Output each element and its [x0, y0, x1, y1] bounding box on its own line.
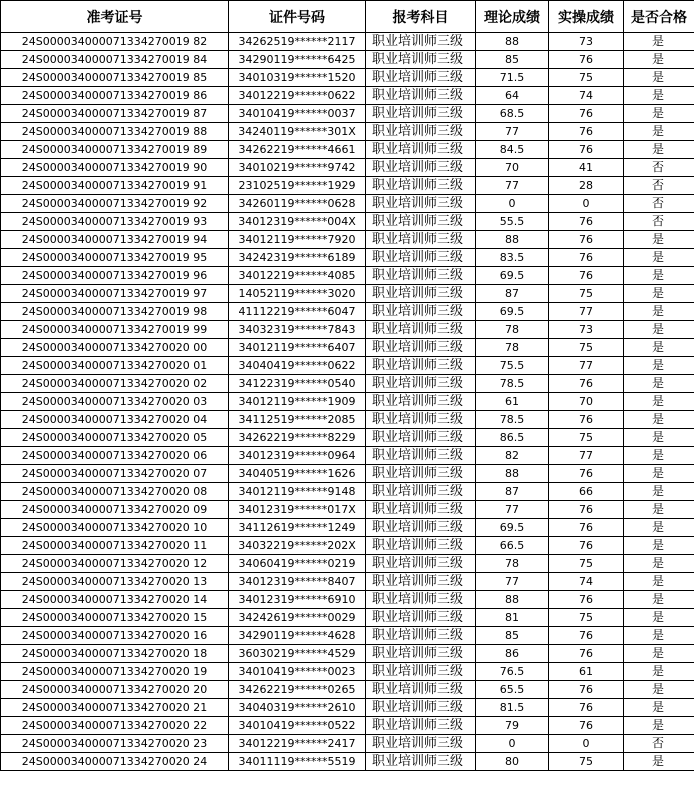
theory-score-cell: 79	[476, 717, 549, 735]
subject-cell: 职业培训师三级	[366, 393, 476, 411]
id-number-cell: 34032319******7843	[229, 321, 366, 339]
id-number-cell: 34112519******2085	[229, 411, 366, 429]
practical-score-cell: 76	[549, 699, 624, 717]
theory-score-cell: 76.5	[476, 663, 549, 681]
table-row	[1, 105, 694, 123]
passed-cell: 是	[624, 249, 694, 267]
table-row	[1, 573, 694, 591]
table-row	[1, 141, 694, 159]
subject-cell: 职业培训师三级	[366, 681, 476, 699]
practical-score-cell: 76	[549, 231, 624, 249]
theory-score-cell: 75.5	[476, 357, 549, 375]
table-row	[1, 51, 694, 69]
practical-score-cell: 76	[549, 213, 624, 231]
id-number-cell: 34262219******0265	[229, 681, 366, 699]
passed-cell: 是	[624, 699, 694, 717]
practical-score-cell: 73	[549, 321, 624, 339]
table-row	[1, 735, 694, 753]
practical-score-cell: 0	[549, 735, 624, 753]
theory-score-cell: 86	[476, 645, 549, 663]
passed-cell: 是	[624, 753, 694, 771]
table-row	[1, 429, 694, 447]
subject-cell: 职业培训师三级	[366, 33, 476, 51]
subject-cell: 职业培训师三级	[366, 177, 476, 195]
id-number-cell: 34032219******202X	[229, 537, 366, 555]
theory-score-cell: 77	[476, 501, 549, 519]
subject-cell: 职业培训师三级	[366, 591, 476, 609]
subject-cell: 职业培训师三级	[366, 753, 476, 771]
id-number-cell: 34012219******2417	[229, 735, 366, 753]
ticket-cell: 24S000034000071334270019 93	[1, 213, 229, 231]
id-number-cell: 34012119******6407	[229, 339, 366, 357]
id-number-cell: 23102519******1929	[229, 177, 366, 195]
theory-score-cell: 88	[476, 33, 549, 51]
subject-cell: 职业培训师三级	[366, 213, 476, 231]
ticket-cell: 24S000034000071334270019 92	[1, 195, 229, 213]
ticket-cell: 24S000034000071334270020 13	[1, 573, 229, 591]
ticket-cell: 24S000034000071334270020 16	[1, 627, 229, 645]
id-number-cell: 34011119******5519	[229, 753, 366, 771]
id-number-cell: 36030219******4529	[229, 645, 366, 663]
id-number-cell: 34012319******0964	[229, 447, 366, 465]
subject-cell: 职业培训师三级	[366, 69, 476, 87]
id-number-cell: 34112619******1249	[229, 519, 366, 537]
theory-score-cell: 61	[476, 393, 549, 411]
passed-cell: 是	[624, 627, 694, 645]
ticket-cell: 24S000034000071334270019 89	[1, 141, 229, 159]
ticket-cell: 24S000034000071334270020 11	[1, 537, 229, 555]
theory-score-cell: 77	[476, 177, 549, 195]
table-row	[1, 195, 694, 213]
table-row	[1, 663, 694, 681]
ticket-cell: 24S000034000071334270019 94	[1, 231, 229, 249]
ticket-cell: 24S000034000071334270020 18	[1, 645, 229, 663]
theory-score-cell: 55.5	[476, 213, 549, 231]
subject-cell: 职业培训师三级	[366, 663, 476, 681]
header-subject: 报考科目	[366, 1, 476, 33]
ticket-cell: 24S000034000071334270019 90	[1, 159, 229, 177]
passed-cell: 否	[624, 159, 694, 177]
passed-cell: 是	[624, 375, 694, 393]
passed-cell: 是	[624, 555, 694, 573]
theory-score-cell: 66.5	[476, 537, 549, 555]
header-row	[1, 1, 694, 33]
ticket-cell: 24S000034000071334270020 14	[1, 591, 229, 609]
theory-score-cell: 87	[476, 285, 549, 303]
table-row	[1, 465, 694, 483]
subject-cell: 职业培训师三级	[366, 411, 476, 429]
passed-cell: 是	[624, 69, 694, 87]
subject-cell: 职业培训师三级	[366, 627, 476, 645]
subject-cell: 职业培训师三级	[366, 573, 476, 591]
subject-cell: 职业培训师三级	[366, 141, 476, 159]
passed-cell: 是	[624, 483, 694, 501]
ticket-cell: 24S000034000071334270019 96	[1, 267, 229, 285]
ticket-cell: 24S000034000071334270019 99	[1, 321, 229, 339]
ticket-cell: 24S000034000071334270020 19	[1, 663, 229, 681]
practical-score-cell: 76	[549, 519, 624, 537]
practical-score-cell: 61	[549, 663, 624, 681]
id-number-cell: 34290119******4628	[229, 627, 366, 645]
theory-score-cell: 85	[476, 627, 549, 645]
ticket-cell: 24S000034000071334270020 03	[1, 393, 229, 411]
id-number-cell: 34012319******6910	[229, 591, 366, 609]
subject-cell: 职业培训师三级	[366, 555, 476, 573]
practical-score-cell: 75	[549, 429, 624, 447]
ticket-cell: 24S000034000071334270019 91	[1, 177, 229, 195]
table-row	[1, 537, 694, 555]
subject-cell: 职业培训师三级	[366, 105, 476, 123]
table-row	[1, 375, 694, 393]
practical-score-cell: 75	[549, 69, 624, 87]
subject-cell: 职业培训师三级	[366, 699, 476, 717]
ticket-cell: 24S000034000071334270019 87	[1, 105, 229, 123]
subject-cell: 职业培训师三级	[366, 195, 476, 213]
practical-score-cell: 76	[549, 717, 624, 735]
ticket-cell: 24S000034000071334270020 02	[1, 375, 229, 393]
id-number-cell: 34242619******0029	[229, 609, 366, 627]
subject-cell: 职业培训师三级	[366, 249, 476, 267]
subject-cell: 职业培训师三级	[366, 267, 476, 285]
ticket-cell: 24S000034000071334270019 82	[1, 33, 229, 51]
passed-cell: 否	[624, 177, 694, 195]
id-number-cell: 34240119******301X	[229, 123, 366, 141]
passed-cell: 是	[624, 33, 694, 51]
ticket-cell: 24S000034000071334270019 97	[1, 285, 229, 303]
ticket-cell: 24S000034000071334270020 12	[1, 555, 229, 573]
table-row	[1, 483, 694, 501]
ticket-cell: 24S000034000071334270020 01	[1, 357, 229, 375]
ticket-cell: 24S000034000071334270020 04	[1, 411, 229, 429]
table-row	[1, 609, 694, 627]
id-number-cell: 34012119******9148	[229, 483, 366, 501]
id-number-cell: 34010419******0522	[229, 717, 366, 735]
subject-cell: 职业培训师三级	[366, 375, 476, 393]
subject-cell: 职业培训师三级	[366, 123, 476, 141]
id-number-cell: 14052119******3020	[229, 285, 366, 303]
ticket-cell: 24S000034000071334270019 84	[1, 51, 229, 69]
practical-score-cell: 28	[549, 177, 624, 195]
passed-cell: 是	[624, 51, 694, 69]
id-number-cell: 34262219******8229	[229, 429, 366, 447]
table-row	[1, 591, 694, 609]
ticket-cell: 24S000034000071334270020 05	[1, 429, 229, 447]
theory-score-cell: 83.5	[476, 249, 549, 267]
practical-score-cell: 76	[549, 645, 624, 663]
id-number-cell: 34010419******0023	[229, 663, 366, 681]
table-row	[1, 645, 694, 663]
ticket-cell: 24S000034000071334270020 20	[1, 681, 229, 699]
practical-score-cell: 75	[549, 339, 624, 357]
header-practical-score: 实操成绩	[549, 1, 624, 33]
passed-cell: 是	[624, 357, 694, 375]
table-row	[1, 753, 694, 771]
subject-cell: 职业培训师三级	[366, 303, 476, 321]
header-theory-score: 理论成绩	[476, 1, 549, 33]
subject-cell: 职业培训师三级	[366, 159, 476, 177]
passed-cell: 是	[624, 429, 694, 447]
passed-cell: 是	[624, 573, 694, 591]
ticket-cell: 24S000034000071334270020 00	[1, 339, 229, 357]
id-number-cell: 34012319******004X	[229, 213, 366, 231]
passed-cell: 是	[624, 321, 694, 339]
theory-score-cell: 77	[476, 123, 549, 141]
practical-score-cell: 75	[549, 285, 624, 303]
id-number-cell: 34242319******6189	[229, 249, 366, 267]
ticket-cell: 24S000034000071334270020 24	[1, 753, 229, 771]
practical-score-cell: 74	[549, 87, 624, 105]
passed-cell: 是	[624, 663, 694, 681]
subject-cell: 职业培训师三级	[366, 501, 476, 519]
theory-score-cell: 0	[476, 195, 549, 213]
subject-cell: 职业培训师三级	[366, 87, 476, 105]
passed-cell: 是	[624, 303, 694, 321]
ticket-cell: 24S000034000071334270020 22	[1, 717, 229, 735]
theory-score-cell: 77	[476, 573, 549, 591]
practical-score-cell: 77	[549, 447, 624, 465]
table-row	[1, 285, 694, 303]
passed-cell: 是	[624, 267, 694, 285]
subject-cell: 职业培训师三级	[366, 51, 476, 69]
table-row	[1, 681, 694, 699]
practical-score-cell: 75	[549, 555, 624, 573]
passed-cell: 否	[624, 213, 694, 231]
practical-score-cell: 75	[549, 609, 624, 627]
practical-score-cell: 0	[549, 195, 624, 213]
ticket-cell: 24S000034000071334270019 98	[1, 303, 229, 321]
theory-score-cell: 78	[476, 555, 549, 573]
theory-score-cell: 87	[476, 483, 549, 501]
practical-score-cell: 76	[549, 591, 624, 609]
ticket-cell: 24S000034000071334270020 08	[1, 483, 229, 501]
passed-cell: 是	[624, 609, 694, 627]
passed-cell: 是	[624, 501, 694, 519]
table-body	[1, 33, 694, 771]
practical-score-cell: 76	[549, 51, 624, 69]
id-number-cell: 34262219******4661	[229, 141, 366, 159]
theory-score-cell: 80	[476, 753, 549, 771]
id-number-cell: 34012319******017X	[229, 501, 366, 519]
passed-cell: 是	[624, 645, 694, 663]
ticket-cell: 24S000034000071334270019 95	[1, 249, 229, 267]
theory-score-cell: 69.5	[476, 303, 549, 321]
subject-cell: 职业培训师三级	[366, 447, 476, 465]
theory-score-cell: 84.5	[476, 141, 549, 159]
subject-cell: 职业培训师三级	[366, 357, 476, 375]
ticket-cell: 24S000034000071334270020 06	[1, 447, 229, 465]
theory-score-cell: 82	[476, 447, 549, 465]
subject-cell: 职业培训师三级	[366, 717, 476, 735]
table-row	[1, 555, 694, 573]
table-row	[1, 267, 694, 285]
table-row	[1, 87, 694, 105]
theory-score-cell: 65.5	[476, 681, 549, 699]
subject-cell: 职业培训师三级	[366, 429, 476, 447]
passed-cell: 是	[624, 105, 694, 123]
practical-score-cell: 76	[549, 105, 624, 123]
passed-cell: 是	[624, 591, 694, 609]
id-number-cell: 34122319******0540	[229, 375, 366, 393]
subject-cell: 职业培训师三级	[366, 609, 476, 627]
theory-score-cell: 85	[476, 51, 549, 69]
id-number-cell: 34040419******0622	[229, 357, 366, 375]
theory-score-cell: 88	[476, 591, 549, 609]
practical-score-cell: 76	[549, 375, 624, 393]
theory-score-cell: 78.5	[476, 375, 549, 393]
ticket-cell: 24S000034000071334270020 21	[1, 699, 229, 717]
practical-score-cell: 76	[549, 465, 624, 483]
table-row	[1, 393, 694, 411]
subject-cell: 职业培训师三级	[366, 321, 476, 339]
theory-score-cell: 0	[476, 735, 549, 753]
table-row	[1, 123, 694, 141]
id-number-cell: 34010319******1520	[229, 69, 366, 87]
ticket-cell: 24S000034000071334270019 88	[1, 123, 229, 141]
table-row	[1, 159, 694, 177]
practical-score-cell: 76	[549, 267, 624, 285]
table-row	[1, 501, 694, 519]
passed-cell: 是	[624, 231, 694, 249]
theory-score-cell: 88	[476, 465, 549, 483]
header-id-number: 证件号码	[229, 1, 366, 33]
table-row	[1, 213, 694, 231]
practical-score-cell: 70	[549, 393, 624, 411]
practical-score-cell: 75	[549, 753, 624, 771]
theory-score-cell: 69.5	[476, 519, 549, 537]
id-number-cell: 34012219******0622	[229, 87, 366, 105]
subject-cell: 职业培训师三级	[366, 735, 476, 753]
practical-score-cell: 76	[549, 249, 624, 267]
table-row	[1, 699, 694, 717]
id-number-cell: 34012119******1909	[229, 393, 366, 411]
theory-score-cell: 78	[476, 321, 549, 339]
table-row	[1, 69, 694, 87]
practical-score-cell: 74	[549, 573, 624, 591]
passed-cell: 是	[624, 717, 694, 735]
header-ticket: 准考证号	[1, 1, 229, 33]
table-row	[1, 357, 694, 375]
id-number-cell: 41112219******6047	[229, 303, 366, 321]
practical-score-cell: 76	[549, 537, 624, 555]
ticket-cell: 24S000034000071334270020 23	[1, 735, 229, 753]
subject-cell: 职业培训师三级	[366, 339, 476, 357]
id-number-cell: 34012319******8407	[229, 573, 366, 591]
id-number-cell: 34290119******6425	[229, 51, 366, 69]
passed-cell: 是	[624, 519, 694, 537]
ticket-cell: 24S000034000071334270020 09	[1, 501, 229, 519]
theory-score-cell: 68.5	[476, 105, 549, 123]
passed-cell: 是	[624, 339, 694, 357]
id-number-cell: 34010419******0037	[229, 105, 366, 123]
ticket-cell: 24S000034000071334270020 15	[1, 609, 229, 627]
ticket-cell: 24S000034000071334270019 86	[1, 87, 229, 105]
table-row	[1, 339, 694, 357]
ticket-cell: 24S000034000071334270020 10	[1, 519, 229, 537]
id-number-cell: 34012219******4085	[229, 267, 366, 285]
practical-score-cell: 77	[549, 357, 624, 375]
id-number-cell: 34262519******2117	[229, 33, 366, 51]
table-row	[1, 249, 694, 267]
table-row	[1, 303, 694, 321]
id-number-cell: 34040319******2610	[229, 699, 366, 717]
id-number-cell: 34260119******0628	[229, 195, 366, 213]
header-passed: 是否合格	[624, 1, 694, 33]
theory-score-cell: 70	[476, 159, 549, 177]
ticket-cell: 24S000034000071334270020 07	[1, 465, 229, 483]
theory-score-cell: 78.5	[476, 411, 549, 429]
practical-score-cell: 41	[549, 159, 624, 177]
table-row	[1, 33, 694, 51]
table-row	[1, 411, 694, 429]
table-row	[1, 231, 694, 249]
theory-score-cell: 78	[476, 339, 549, 357]
subject-cell: 职业培训师三级	[366, 483, 476, 501]
passed-cell: 是	[624, 87, 694, 105]
theory-score-cell: 88	[476, 231, 549, 249]
table-row	[1, 519, 694, 537]
subject-cell: 职业培训师三级	[366, 231, 476, 249]
subject-cell: 职业培训师三级	[366, 465, 476, 483]
table-row	[1, 717, 694, 735]
passed-cell: 是	[624, 141, 694, 159]
practical-score-cell: 76	[549, 501, 624, 519]
table-row	[1, 177, 694, 195]
subject-cell: 职业培训师三级	[366, 285, 476, 303]
subject-cell: 职业培训师三级	[366, 645, 476, 663]
table-row	[1, 627, 694, 645]
passed-cell: 是	[624, 447, 694, 465]
theory-score-cell: 69.5	[476, 267, 549, 285]
passed-cell: 是	[624, 681, 694, 699]
passed-cell: 是	[624, 123, 694, 141]
subject-cell: 职业培训师三级	[366, 519, 476, 537]
table-row	[1, 321, 694, 339]
practical-score-cell: 76	[549, 123, 624, 141]
theory-score-cell: 81.5	[476, 699, 549, 717]
passed-cell: 是	[624, 411, 694, 429]
practical-score-cell: 77	[549, 303, 624, 321]
passed-cell: 否	[624, 735, 694, 753]
practical-score-cell: 66	[549, 483, 624, 501]
id-number-cell: 34060419******0219	[229, 555, 366, 573]
id-number-cell: 34010219******9742	[229, 159, 366, 177]
subject-cell: 职业培训师三级	[366, 537, 476, 555]
practical-score-cell: 76	[549, 681, 624, 699]
id-number-cell: 34012119******7920	[229, 231, 366, 249]
practical-score-cell: 76	[549, 627, 624, 645]
table-row	[1, 447, 694, 465]
theory-score-cell: 86.5	[476, 429, 549, 447]
passed-cell: 是	[624, 537, 694, 555]
passed-cell: 是	[624, 393, 694, 411]
passed-cell: 是	[624, 465, 694, 483]
practical-score-cell: 73	[549, 33, 624, 51]
theory-score-cell: 81	[476, 609, 549, 627]
practical-score-cell: 76	[549, 141, 624, 159]
ticket-cell: 24S000034000071334270019 85	[1, 69, 229, 87]
passed-cell: 否	[624, 195, 694, 213]
id-number-cell: 34040519******1626	[229, 465, 366, 483]
practical-score-cell: 76	[549, 411, 624, 429]
theory-score-cell: 71.5	[476, 69, 549, 87]
theory-score-cell: 64	[476, 87, 549, 105]
passed-cell: 是	[624, 285, 694, 303]
